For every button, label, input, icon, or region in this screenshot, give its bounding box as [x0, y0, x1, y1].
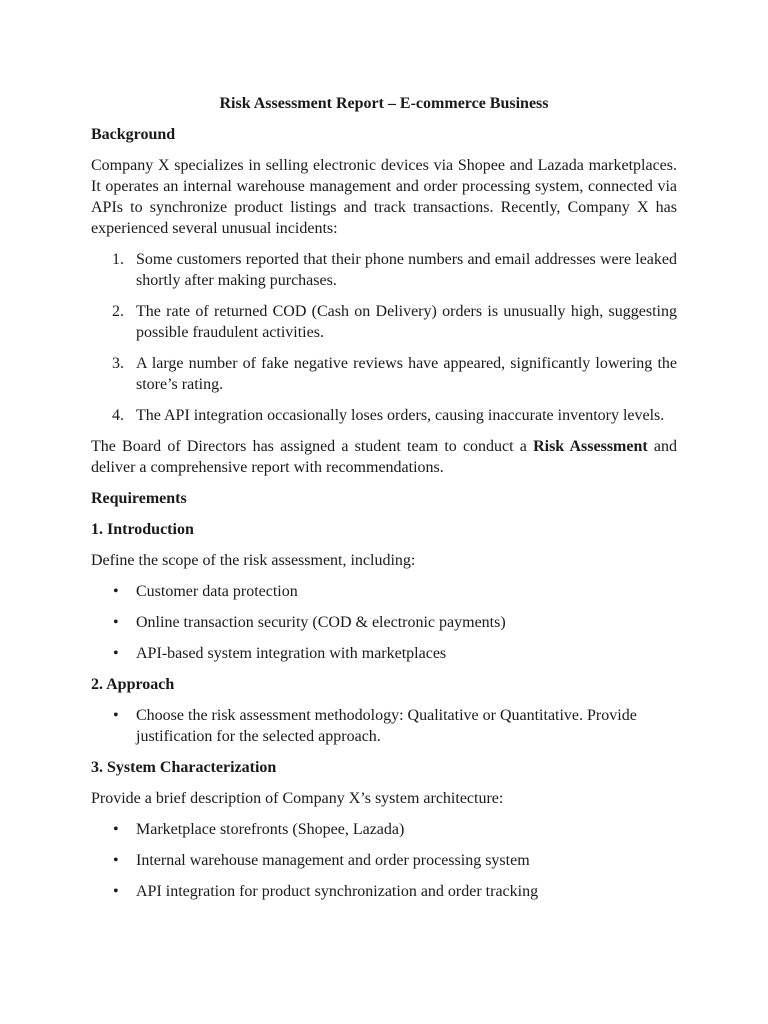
document-page: [91, 93, 677, 912]
list-item-text: API-based system integration with marketplaces: [136, 645, 447, 662]
list-number: 3.: [112, 355, 124, 372]
list-item: [91, 249, 677, 291]
bullet-marker: •: [113, 883, 119, 900]
incident-list: [91, 249, 677, 426]
board-text-before: The Board of Directors has assigned a student team to conduct a: [91, 438, 534, 455]
list-item: [91, 301, 677, 343]
background-heading: Background: [91, 126, 176, 143]
introduction-heading: 1. Introduction: [91, 521, 194, 538]
approach-heading: 2. Approach: [91, 676, 175, 693]
list-item: [91, 705, 677, 747]
list-item-text: Online transaction security (COD & electronic payments): [136, 614, 506, 631]
system-list: [91, 819, 677, 902]
list-item-text: Marketplace storefronts (Shopee, Lazada): [136, 821, 405, 838]
board-paragraph: [91, 436, 677, 478]
background-intro: Company X specializes in selling electronic devices via Shopee and Lazada marketplaces. It operates an internal warehouse management and order processing system, connected via APIs to synchronize product listings and track transactions. Recently, Company X has experienced several unusual incidents:: [91, 157, 677, 237]
list-item-text: A large number of fake negative reviews have appeared, significantly lowering the store’s rating.: [136, 355, 677, 393]
list-number: 2.: [112, 303, 124, 320]
bullet-marker: •: [113, 583, 119, 600]
list-item: [91, 881, 677, 902]
list-item-text: The API integration occasionally loses orders, causing inaccurate inventory levels.: [136, 407, 665, 424]
list-item: [91, 353, 677, 395]
list-item: [91, 850, 677, 871]
list-item: [91, 581, 677, 602]
requirements-heading: Requirements: [91, 490, 187, 507]
introduction-text: Define the scope of the risk assessment, including:: [91, 552, 416, 569]
bullet-marker: •: [113, 614, 119, 631]
list-item: [91, 612, 677, 633]
system-text: Provide a brief description of Company X’s system architecture:: [91, 790, 504, 807]
list-item-text: Customer data protection: [136, 583, 298, 600]
list-number: 4.: [112, 407, 124, 424]
bullet-marker: •: [113, 821, 119, 838]
scope-list: [91, 581, 677, 664]
bullet-marker: •: [113, 852, 119, 869]
bullet-marker: •: [113, 707, 119, 724]
bullet-marker: •: [113, 645, 119, 662]
list-item-text: API integration for product synchronization and order tracking: [136, 883, 539, 900]
list-item-text: The rate of returned COD (Cash on Delivery) orders is unusually high, suggesting possible fraudulent activities.: [136, 303, 677, 341]
board-text-bold: Risk Assessment: [533, 438, 648, 455]
list-item: [91, 405, 677, 426]
list-item: [91, 819, 677, 840]
list-item-text: Choose the risk assessment methodology: Qualitative or Quantitative. Provide justification for the selected approach.: [136, 707, 637, 745]
document-title: Risk Assessment Report – E-commerce Business: [219, 95, 549, 112]
board-text-after: and deliver a comprehensive report with recommendations.: [91, 438, 678, 476]
system-heading: 3. System Characterization: [91, 759, 277, 776]
approach-list: [91, 705, 677, 747]
list-item: [91, 643, 677, 664]
list-number: 1.: [112, 251, 124, 268]
list-item-text: Internal warehouse management and order processing system: [136, 852, 530, 869]
list-item-text: Some customers reported that their phone numbers and email addresses were leaked shortly after making purchases.: [136, 251, 677, 289]
